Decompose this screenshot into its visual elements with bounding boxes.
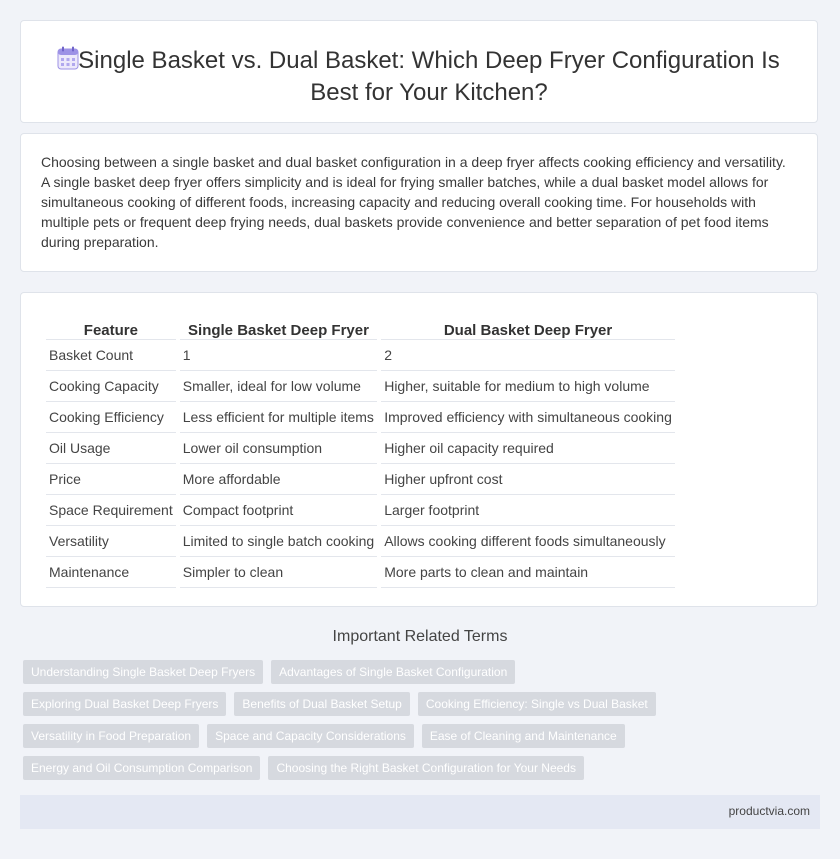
related-term-label: Ease of Cleaning and Maintenance: [429, 729, 617, 743]
table-row: [46, 340, 675, 371]
related-term-tag[interactable]: [418, 692, 656, 716]
table-header-row: [46, 313, 675, 340]
related-term-label: Energy and Oil Consumption Comparison: [31, 761, 253, 775]
footer-bar: [20, 795, 820, 829]
related-term-tag[interactable]: [268, 756, 584, 780]
table-cell: Allows cooking different foods simultaneously: [381, 526, 675, 557]
table-cell: Maintenance: [46, 557, 176, 588]
table-cell: 1: [180, 340, 377, 371]
related-term-tag[interactable]: [23, 660, 263, 684]
table-cell: Improved efficiency with simultaneous cooking: [381, 402, 675, 433]
table-row: [46, 464, 675, 495]
intro-paragraph: Choosing between a single basket and dual basket configuration in a deep fryer affects cooking efficiency and versatility. A single basket deep fryer offers simplicity and is ideal for frying smaller batches, while a dual basket model allows for simultaneous cooking of different foods, increasing capacity and reducing overall cooking time. For households with multiple pets or frequent deep frying needs, dual baskets provide convenience and better separation of pet food items during preparation.: [41, 154, 786, 250]
table-cell: Space Requirement: [46, 495, 176, 526]
table-cell: Higher oil capacity required: [381, 433, 675, 464]
title-card: [20, 20, 818, 123]
table-cell: Compact footprint: [180, 495, 377, 526]
header-feature: Feature: [46, 313, 176, 340]
table-cell: 2: [381, 340, 675, 371]
related-terms-heading: Important Related Terms: [332, 628, 508, 645]
related-term-tag[interactable]: [234, 692, 409, 716]
related-term-label: Benefits of Dual Basket Setup: [242, 697, 402, 711]
table-cell: Basket Count: [46, 340, 176, 371]
table-cell: Simpler to clean: [180, 557, 377, 588]
footer-site-name: productvia.com: [728, 804, 810, 818]
related-term-label: Cooking Efficiency: Single vs Dual Basket: [425, 697, 648, 711]
table-row: [46, 495, 675, 526]
table-cell: Higher upfront cost: [381, 464, 675, 495]
table-cell: Limited to single batch cooking: [180, 526, 377, 557]
intro-card: [20, 133, 818, 272]
comparison-card: [20, 292, 818, 607]
related-term-tag[interactable]: [23, 756, 260, 780]
related-term-label: Understanding Single Basket Deep Fryers: [31, 665, 256, 679]
table-cell: More affordable: [180, 464, 377, 495]
header-single-basket: Single Basket Deep Fryer: [180, 313, 377, 340]
page-title: Single Basket vs. Dual Basket: Which Deep Fryer Configuration Is Best for Your Kitchen?: [78, 47, 780, 106]
related-term-label: Exploring Dual Basket Deep Fryers: [31, 697, 219, 711]
table-cell: Versatility: [46, 526, 176, 557]
comparison-table: [42, 313, 679, 588]
table-cell: Price: [46, 464, 176, 495]
related-term-label: Advantages of Single Basket Configuration: [279, 665, 508, 679]
table-cell: Cooking Capacity: [46, 371, 176, 402]
header-dual-basket: Dual Basket Deep Fryer: [381, 313, 675, 340]
table-cell: More parts to clean and maintain: [381, 557, 675, 588]
related-term-tag[interactable]: [271, 660, 515, 684]
table-cell: Less efficient for multiple items: [180, 402, 377, 433]
table-cell: Smaller, ideal for low volume: [180, 371, 377, 402]
table-row: [46, 402, 675, 433]
related-term-tag[interactable]: [23, 692, 226, 716]
table-cell: Higher, suitable for medium to high volume: [381, 371, 675, 402]
table-cell: Lower oil consumption: [180, 433, 377, 464]
table-cell: Oil Usage: [46, 433, 176, 464]
related-terms-list: [23, 660, 723, 780]
table-row: [46, 371, 675, 402]
related-term-tag[interactable]: [23, 724, 199, 748]
table-cell: Cooking Efficiency: [46, 402, 176, 433]
related-term-tag[interactable]: [422, 724, 625, 748]
table-row: [46, 526, 675, 557]
related-term-tag[interactable]: [207, 724, 414, 748]
table-row: [46, 433, 675, 464]
related-term-label: Space and Capacity Considerations: [215, 729, 406, 743]
related-term-label: Versatility in Food Preparation: [31, 729, 192, 743]
table-cell: Larger footprint: [381, 495, 675, 526]
table-row: [46, 557, 675, 588]
related-term-label: Choosing the Right Basket Configuration for Your Needs: [276, 761, 576, 775]
